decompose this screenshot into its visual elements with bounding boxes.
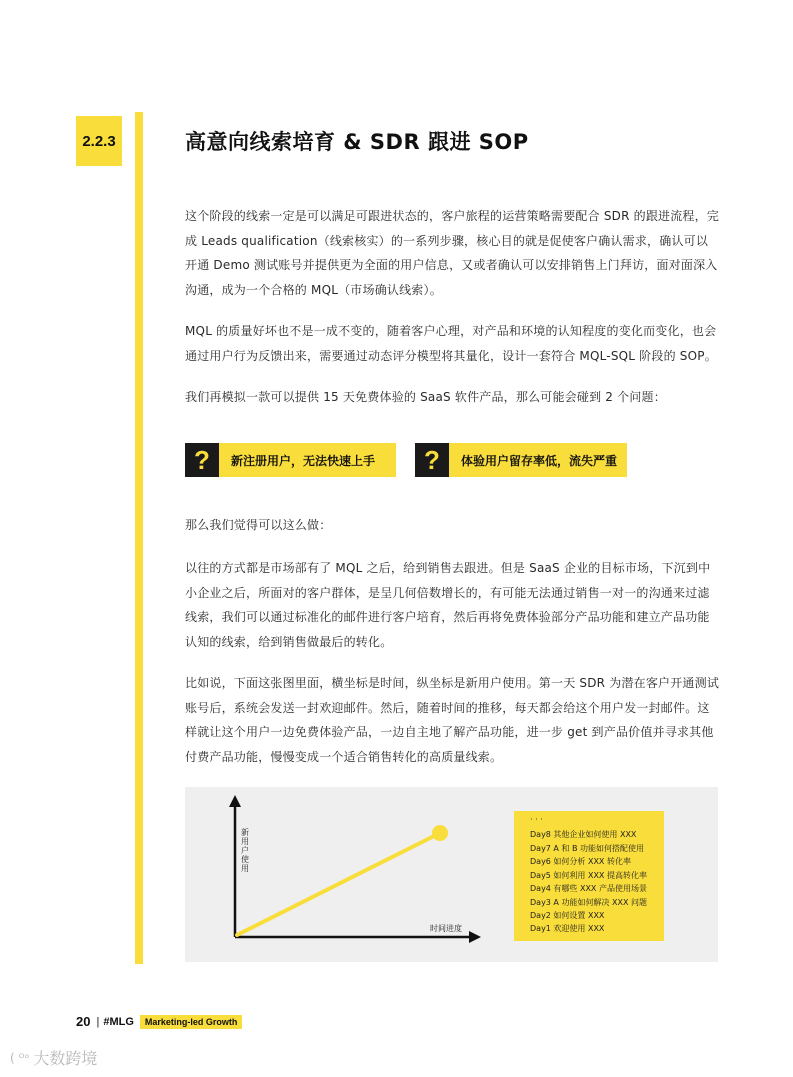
- footer-pill: Marketing-led Growth: [140, 1015, 243, 1029]
- question-mark-icon: ?: [415, 443, 449, 477]
- y-axis-label-char: 使: [241, 855, 249, 864]
- y-axis-label: [241, 827, 249, 873]
- paragraph-old-way: 以往的方式都是市场部有了 MQL 之后，给到销售去跟进。但是 SaaS 企业的目标市场，下沉到中小企业之后，所面对的客户群体，是呈几何倍数增长的，有可能无法通过销售一对一的沟通来过滤线索，我们可以通过标准化的邮件进行客户培育，然后再将免费体验部分产品功能和建立产品功能认知的线索，给到销售做最后的转化。: [185, 561, 711, 649]
- y-axis-label-char: 户: [241, 846, 249, 855]
- watermark: [10, 1046, 97, 1069]
- legend-day3: Day3 A 功能如何解决 XXX 问题: [530, 898, 647, 907]
- paragraph-mql-quality: MQL 的质量好坏也不是一成不变的，随着客户心理，对产品和环境的认知程度的变化而变化，也会通过用户行为反馈出来，需要通过动态评分模型将其量化，设计一套符合 MQL-SQL 阶段的 SOP。: [185, 324, 717, 363]
- section-number-badge: [76, 116, 122, 166]
- section-number: 2.2.3: [82, 132, 116, 150]
- trend-end-dot: [432, 825, 448, 841]
- legend-day7: Day7 A 和 B 功能如何搭配使用: [530, 844, 645, 853]
- y-axis-arrow: [229, 795, 241, 807]
- legend-day4: Day4 有哪些 XXX 产品使用场景: [530, 884, 647, 893]
- trend-line: [237, 833, 440, 935]
- footer-tag: #MLG: [103, 1015, 134, 1028]
- paragraph-intro: 这个阶段的线索一定是可以满足可跟进状态的，客户旅程的运营策略需要配合 SDR 的跟进流程，完成 Leads qualification（线索核实）的一系列步骤，核心目的就是促使客户确认需求，确认可以开通 Demo 测试账号并提供更为全面的用户信息，又或者确认可以安排销售上门拜访，面对面深入沟通，成为一个合格的 MQL（市场确认线索）。: [185, 209, 720, 297]
- legend-day6: Day6 如何分析 XXX 转化率: [530, 857, 631, 866]
- question-mark-icon: ?: [185, 443, 219, 477]
- watermark-text: 大数跨境: [33, 1049, 98, 1068]
- legend-day5: Day5 如何利用 XXX 提高转化率: [530, 871, 647, 880]
- legend-day2: Day2 如何设置 XXX: [530, 911, 605, 920]
- legend-day8: Day8 其他企业如何使用 XXX: [530, 830, 637, 839]
- page-title: 高意向线索培育 & SDR 跟进 SOP: [185, 130, 529, 154]
- accent-vertical-bar: [135, 112, 143, 964]
- page-footer: [76, 1014, 242, 1029]
- watermark-logo-icon: ( ᴼᵒ: [10, 1050, 30, 1065]
- x-axis-arrow: [469, 931, 481, 943]
- legend-day1: Day1 欢迎使用 XXX: [530, 924, 605, 933]
- y-axis-label-char: 新: [241, 828, 249, 837]
- legend-ellipsis: · · ·: [530, 815, 543, 824]
- problem-label-1: 新注册用户，无法快速上手: [231, 453, 376, 468]
- paragraph-approach: 那么我们觉得可以这么做：: [185, 518, 332, 532]
- problem-card-1: [185, 443, 396, 477]
- y-axis-label-char: 用: [241, 837, 249, 846]
- page-number: 20: [76, 1014, 91, 1029]
- paragraph-saas-example: 我们再模拟一款可以提供 15 天免费体验的 SaaS 软件产品，那么可能会碰到 2 个问题：: [185, 390, 666, 404]
- x-axis-label: 时间进度: [430, 924, 462, 933]
- problem-label-2: 体验用户留存率低，流失严重: [461, 453, 618, 468]
- footer-separator: |: [96, 1015, 100, 1028]
- paragraph-chart-explain: 比如说，下面这张图里面，横坐标是时间，纵坐标是新用户使用。第一天 SDR 为潜在客户开通测试账号后，系统会发送一封欢迎邮件。然后，随着时间的推移，每天都会给这个用户发一封邮件。这样就让这个用户一边免费体验产品，一边自主地了解产品功能，进一步 get 到产品价值并寻求其他付费产品功能，慢慢变成一个适合销售转化的高质量线索。: [185, 676, 720, 764]
- problem-card-2: [415, 443, 627, 477]
- y-axis-label-char: 用: [241, 864, 249, 873]
